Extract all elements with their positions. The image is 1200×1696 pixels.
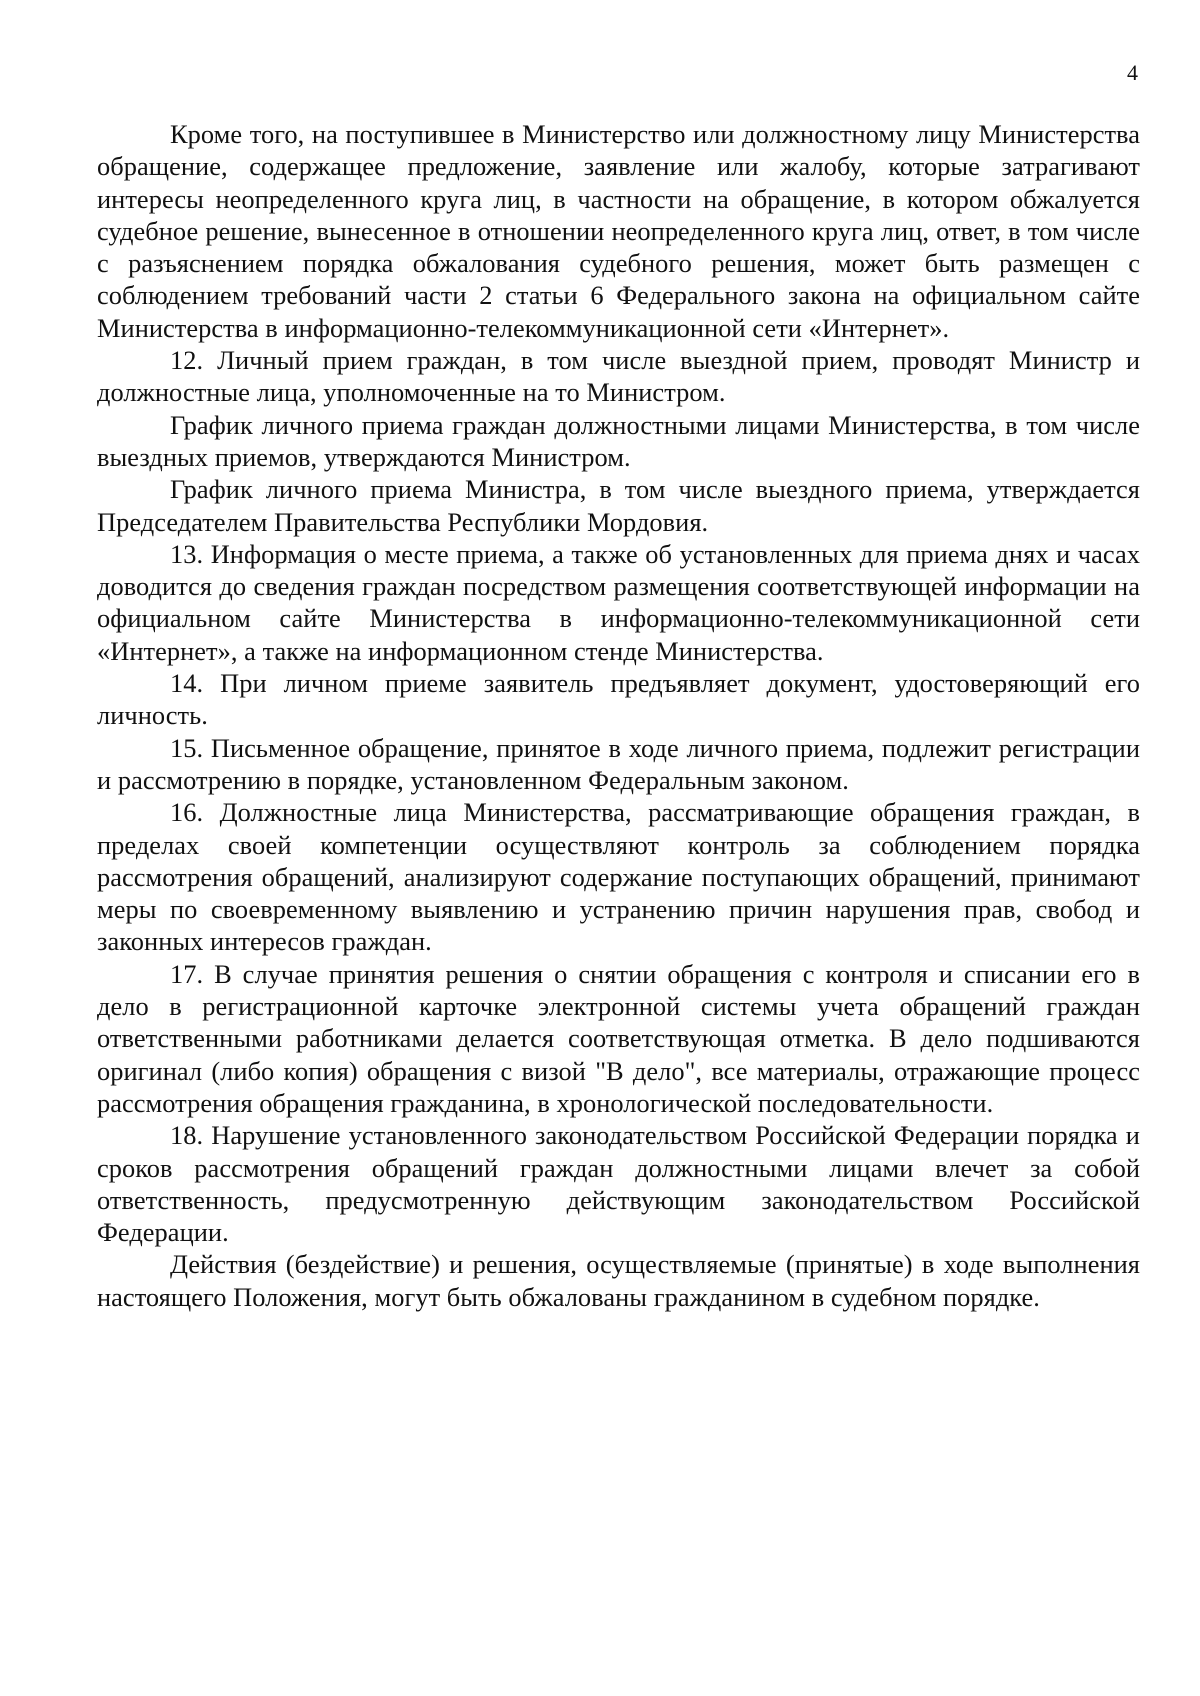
page-number: 4: [1127, 60, 1138, 85]
paragraph-14: 14. При личном приеме заявитель предъявляет документ, удостоверяющий его личность.: [97, 668, 1140, 731]
paragraph-schedule-officials: График личного приема граждан должностными лицами Министерства, в том числе выездных приемов, утверждаются Министром.: [97, 409, 1140, 472]
paragraph-15: 15. Письменное обращение, принятое в ходе личного приема, подлежит регистрации и рассмотрению в порядке, установленном Федеральным законом.: [97, 732, 1140, 795]
paragraph-16: 16. Должностные лица Министерства, рассматривающие обращения граждан, в пределах своей компетенции осуществляют контроль за соблюдением порядка рассмотрения обращений, анализируют содержание поступающих обращений, принимают меры по своевременному выявлению и устранению причин нарушения прав, свобод и законных интересов граждан.: [97, 797, 1140, 957]
paragraph-appeal: Действия (бездействие) и решения, осуществляемые (принятые) в ходе выполнения настоящего Положения, могут быть обжалованы гражданином в судебном порядке.: [97, 1249, 1140, 1312]
paragraph-17: 17. В случае принятия решения о снятии обращения с контроля и списании его в дело в регистрационной карточке электронной системы учета обращений граждан ответственными работниками делается соответствующая отметка. В дело подшиваются оригинал (либо копия) обращения с визой "В дело", все материалы, отражающие процесс рассмотрения обращения гражданина, в хронологической последовательности.: [97, 958, 1140, 1118]
paragraph-intro: Кроме того, на поступившее в Министерство или должностному лицу Министерства обращение, содержащее предложение, заявление или жалобу, которые затрагивают интересы неопределенного круга лиц, в частности на обращение, в котором обжалуется судебное решение, вынесенное в отношении неопределенного круга лиц, ответ, в том числе с разъяснением порядка обжалования судебного решения, может быть размещен с соблюдением требований части 2 статьи 6 Федерального закона на официальном сайте Министерства в информационно-телекоммуникационной сети «Интернет».: [97, 119, 1140, 343]
paragraph-schedule-minister: График личного приема Министра, в том числе выездного приема, утверждается Председателем Правительства Республики Мордовия.: [97, 474, 1140, 537]
paragraph-12: 12. Личный прием граждан, в том числе выездной прием, проводят Министр и должностные лица, уполномоченные на то Министром.: [97, 345, 1140, 408]
paragraph-18: 18. Нарушение установленного законодательством Российской Федерации порядка и сроков рассмотрения обращений граждан должностными лицами влечет за собой ответственность, предусмотренную действующим законодательством Российской Федерации.: [97, 1120, 1140, 1248]
document-body: [97, 118, 1140, 1313]
paragraph-13: 13. Информация о месте приема, а также об установленных для приема днях и часах доводится до сведения граждан посредством размещения соответствующей информации на официальном сайте Министерства в информационно-телекоммуникационной сети «Интернет», а также на информационном стенде Министерства.: [97, 538, 1140, 666]
